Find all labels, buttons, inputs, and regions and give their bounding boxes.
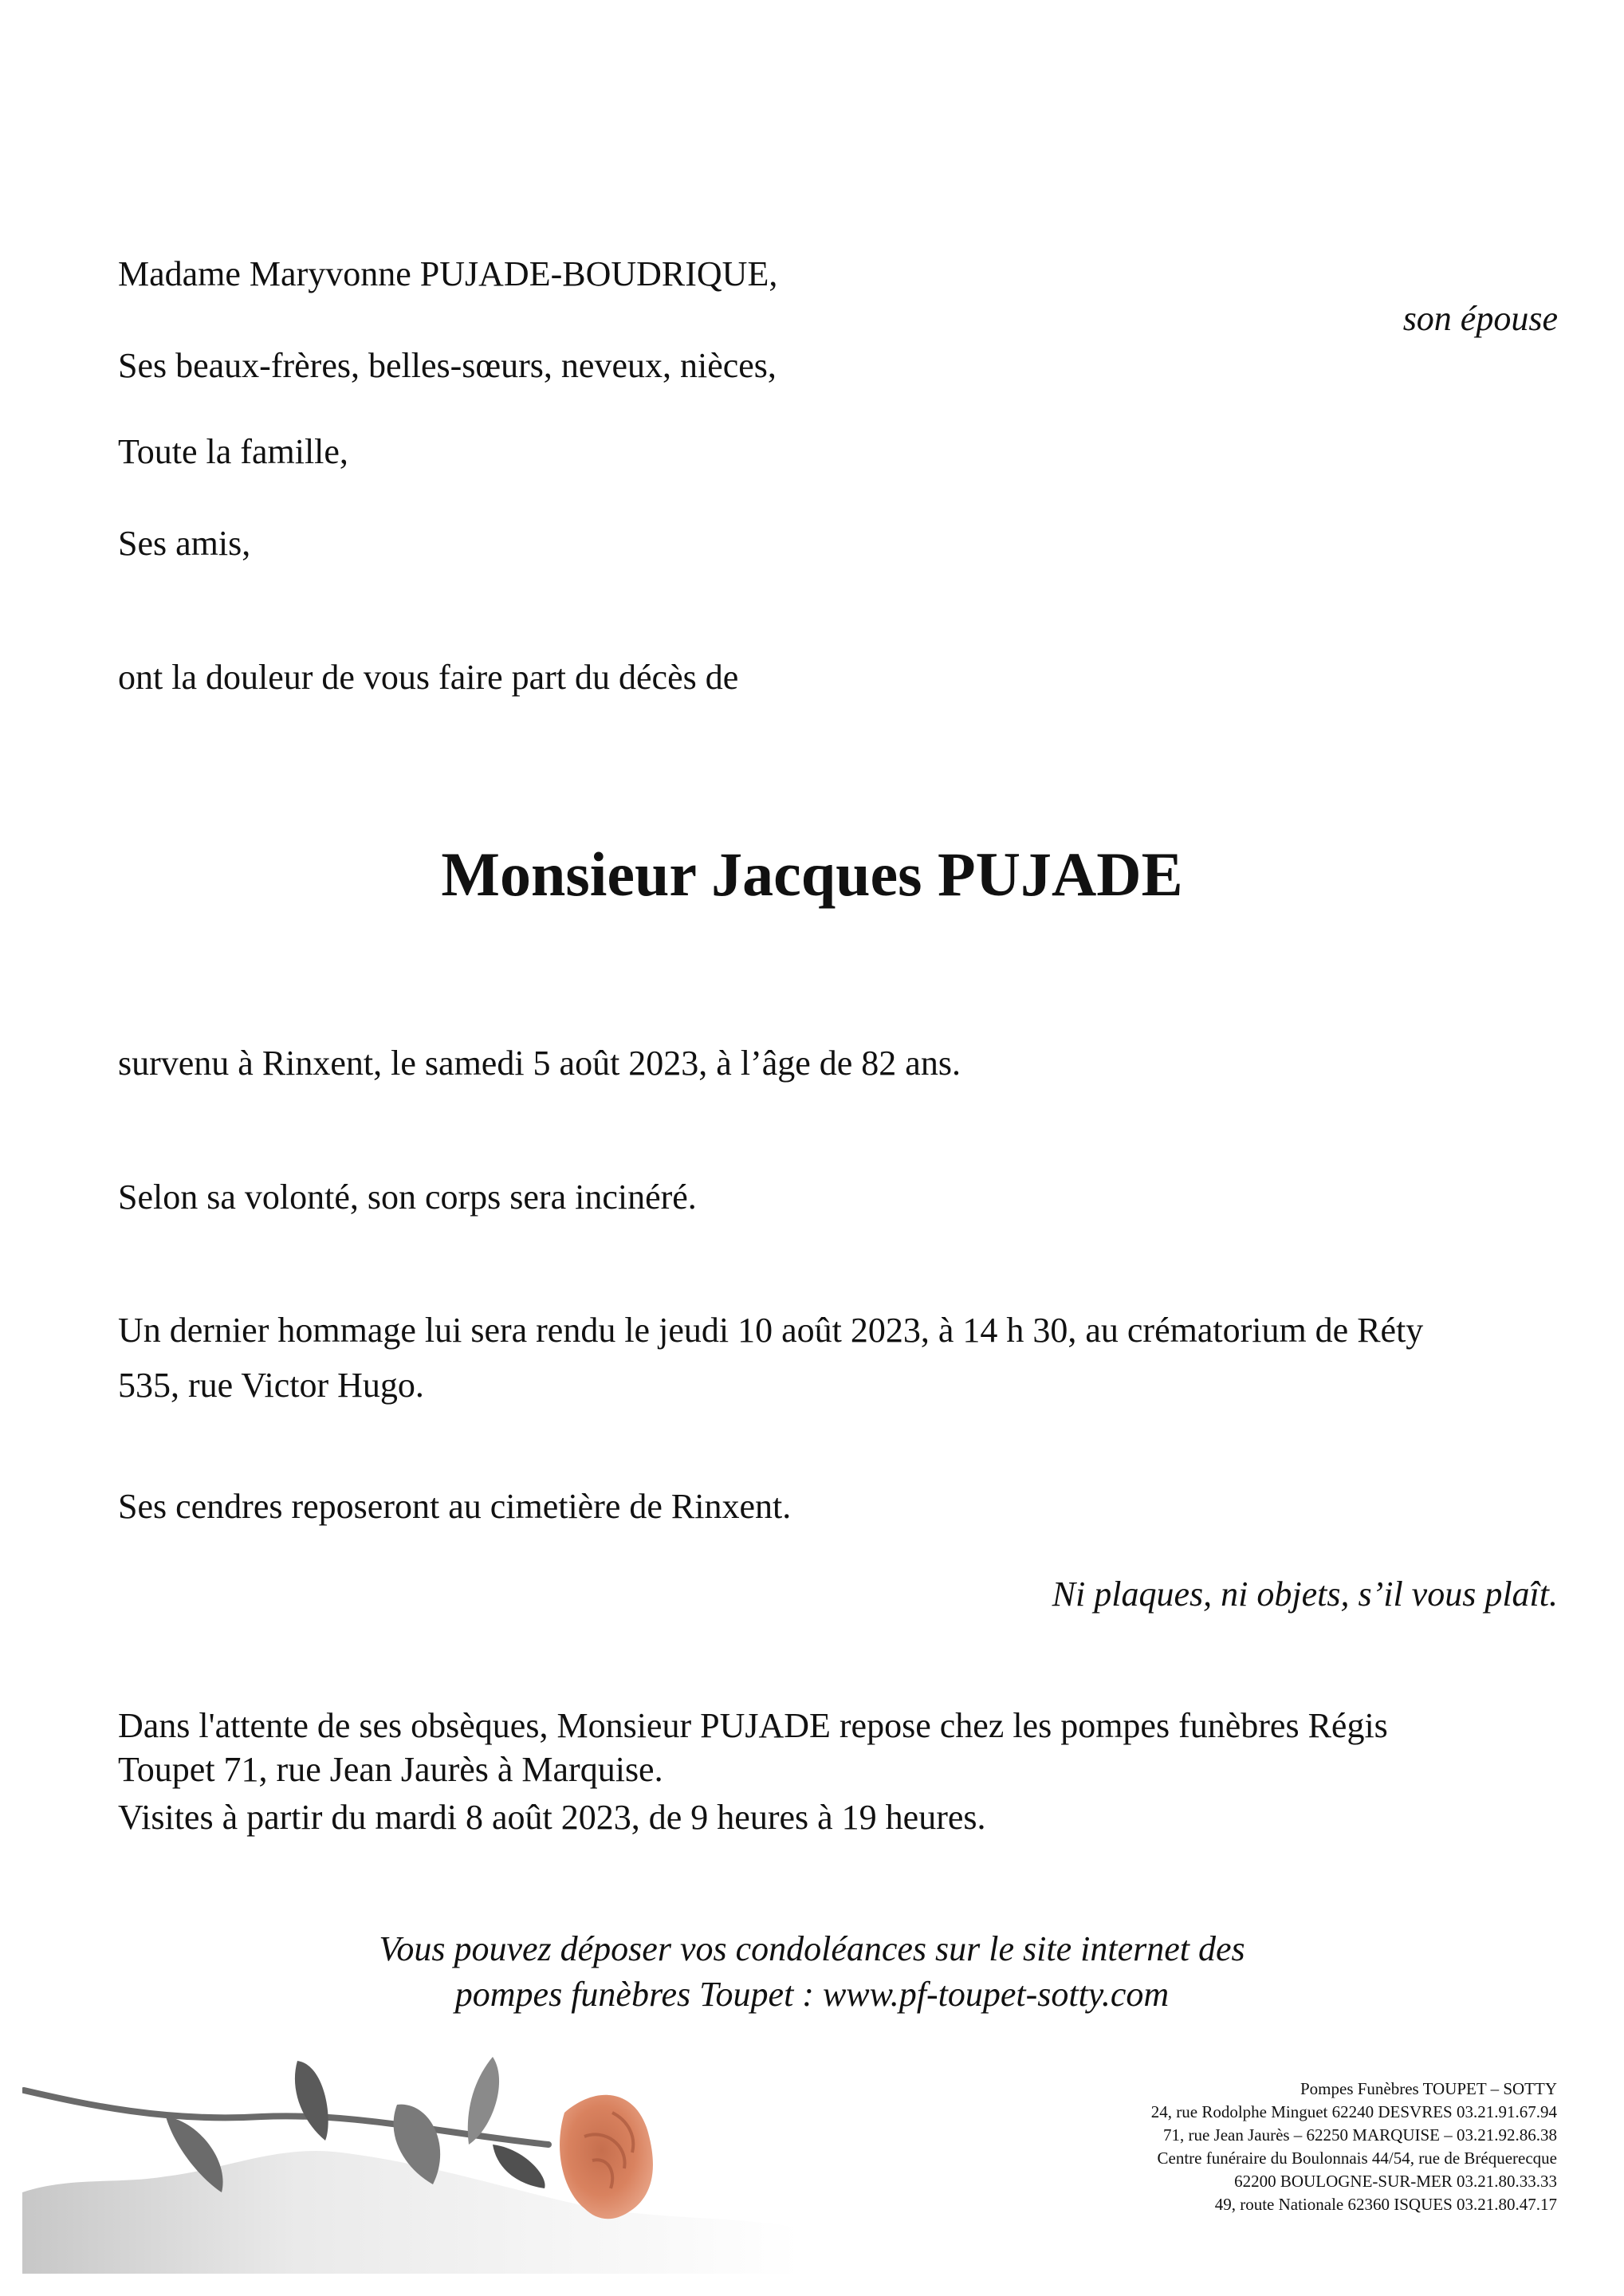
footer-line: 71, rue Jean Jaurès – 62250 MARQUISE – 03.21.92.86.38 bbox=[1162, 2125, 1557, 2145]
leaf-5 bbox=[493, 2145, 545, 2188]
footer-line: 24, rue Rodolphe Minguet 62240 DESVRES 03.21.91.67.94 bbox=[1150, 2102, 1557, 2121]
rest-line-3: Visites à partir du mardi 8 août 2023, de 9 heures à 19 heures. bbox=[118, 1798, 986, 1837]
leaf-2 bbox=[295, 2061, 328, 2141]
no-plaques-note: Ni plaques, ni objets, s’il vous plaît. bbox=[1052, 1575, 1558, 1614]
death-info: survenu à Rinxent, le samedi 5 août 2023, à l’âge de 82 ans. bbox=[118, 1044, 961, 1083]
family-line-2: Ses beaux-frères, belles-sœurs, neveux, nièces, bbox=[118, 346, 777, 385]
sand-area bbox=[22, 2151, 800, 2274]
footer-line: 49, route Nationale 62360 ISQUES 03.21.80.47.17 bbox=[1214, 2195, 1557, 2214]
funeral-home-contact bbox=[1151, 2078, 1557, 2216]
tribute-line-1: Un dernier hommage lui sera rendu le jeudi 10 août 2023, à 14 h 30, au crématorium de Réty bbox=[118, 1311, 1424, 1350]
ashes-note: Ses cendres reposeront au cimetière de Rinxent. bbox=[118, 1487, 792, 1526]
footer-line: 62200 BOULOGNE-SUR-MER 03.21.80.33.33 bbox=[1234, 2172, 1557, 2191]
footer-line: Centre funéraire du Boulonnais 44/54, rue de Bréquerecque bbox=[1157, 2149, 1557, 2168]
announcement-text: ont la douleur de vous faire part du décès de bbox=[118, 658, 739, 697]
tribute-line-2: 535, rue Victor Hugo. bbox=[118, 1366, 424, 1405]
family-line-1: Madame Maryvonne PUJADE-BOUDRIQUE, bbox=[118, 254, 778, 293]
condolences-line-1: Vous pouvez déposer vos condoléances sur le site internet des bbox=[379, 1929, 1245, 1968]
family-line-3: Toute la famille, bbox=[118, 432, 348, 471]
condolences-line-2: pompes funèbres Toupet : www.pf-toupet-sotty.com bbox=[454, 1975, 1170, 2014]
deceased-name: Monsieur Jacques PUJADE bbox=[441, 839, 1183, 909]
leaf-4 bbox=[468, 2057, 499, 2145]
rose-bloom bbox=[560, 2095, 653, 2219]
rest-line-1: Dans l'attente de ses obsèques, Monsieur PUJADE repose chez les pompes funèbres Régis bbox=[118, 1706, 1388, 1745]
rose-on-sand-image bbox=[22, 2057, 800, 2274]
cremation-note: Selon sa volonté, son corps sera incinéré. bbox=[118, 1177, 697, 1217]
footer-line: Pompes Funèbres TOUPET – SOTTY bbox=[1300, 2079, 1557, 2098]
family-line-4: Ses amis, bbox=[118, 524, 251, 563]
relation-label: son épouse bbox=[1402, 299, 1558, 338]
rest-line-2: Toupet 71, rue Jean Jaurès à Marquise. bbox=[118, 1750, 663, 1789]
